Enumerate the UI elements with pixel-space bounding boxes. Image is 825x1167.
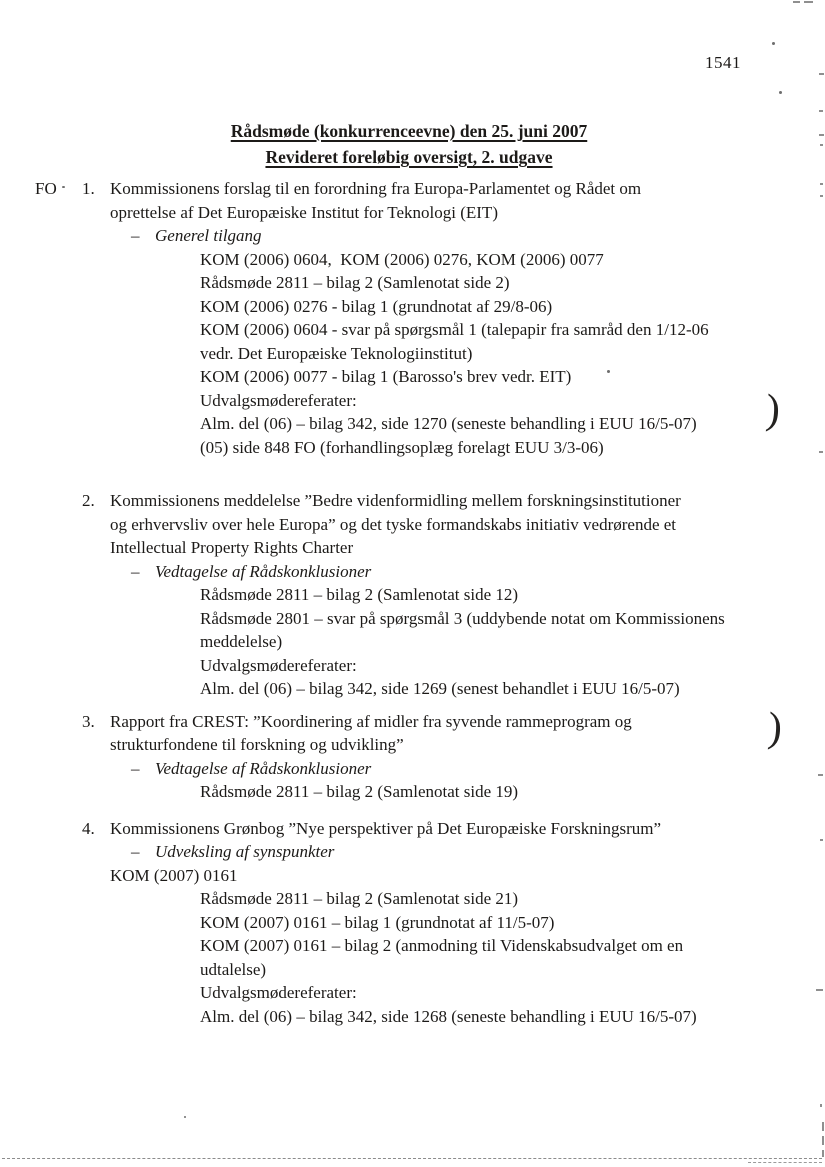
reference-line: udtalelse): [200, 959, 267, 979]
handwritten-paren-mark: ): [764, 386, 782, 434]
reference-line: Udvalgsmødereferater:: [200, 655, 357, 675]
reference-line: Alm. del (06) – bilag 342, side 1269 (senest behandlet i EUU 16/5-07): [200, 679, 680, 698]
procedure-dash: –: [131, 561, 140, 581]
agenda-item-4: [82, 817, 772, 1029]
scan-artifact: [772, 42, 775, 45]
procedure-line: [110, 840, 772, 864]
scan-artifact: [819, 451, 823, 453]
procedure-dash: –: [131, 758, 140, 778]
reference-line: KOM (2007) 0161 – bilag 2 (anmodning til Videnskabsudvalget om en: [200, 936, 684, 955]
reference-line: vedr. Det Europæiske Teknologiinstitut): [200, 343, 473, 363]
reference-line: Rådsmøde 2811 – bilag 2 (Samlenotat side 12): [200, 585, 519, 604]
item-title: Kommissionens meddelelse ”Bedre videnformidling mellem forskningsinstitutioner: [110, 491, 681, 510]
agenda-item-1: [82, 177, 772, 459]
scan-artifact: [779, 91, 782, 94]
item-title: og erhvervsliv over hele Europa” og det tyske formandskabs initiativ vedrørende et: [110, 514, 677, 534]
reference-line: Alm. del (06) – bilag 342, side 1270 (seneste behandling i EUU 16/5-07): [200, 414, 697, 433]
scan-artifact: [819, 134, 824, 136]
reference-line: meddelelse): [200, 632, 283, 651]
reference-block: [200, 248, 772, 460]
scan-artifact: [793, 1, 800, 3]
reference-line: KOM (2006) 0604, KOM (2006) 0276, KOM (2006) 0077: [200, 249, 604, 269]
scan-artifact: [822, 1136, 824, 1145]
scan-artifact: [820, 195, 823, 197]
item-title: oprettelse af Det Europæiske Institut for Teknologi (EIT): [110, 202, 498, 222]
scan-artifact: [607, 370, 610, 373]
procedure-label: Vedtagelse af Rådskonklusioner: [155, 561, 372, 581]
reference-line: Udvalgsmødereferater:: [200, 390, 357, 410]
reference-line: KOM (2006) 0604 - svar på spørgsmål 1 (talepapir fra samråd den 1/12-06: [200, 320, 709, 339]
handwritten-paren-mark: ): [766, 704, 784, 752]
reference-line: Rådsmøde 2801 – svar på spørgsmål 3 (uddybende notat om Kommissionens: [200, 608, 725, 628]
item-number: 1.: [82, 179, 95, 198]
procedure-label: Vedtagelse af Rådskonklusioner: [155, 758, 372, 778]
item-number: 3.: [82, 711, 95, 731]
scan-artifact: [816, 989, 823, 991]
scan-edge-line: [2, 1158, 822, 1159]
scan-artifact: [818, 774, 823, 776]
item-number: 4.: [82, 818, 95, 838]
margin-note-fo: FO: [35, 179, 57, 198]
reference-block: [200, 780, 772, 804]
scan-artifact: [822, 1150, 824, 1157]
procedure-dash: –: [131, 226, 140, 245]
procedure-label: Generel tilgang: [155, 226, 262, 245]
scan-artifact: [819, 110, 823, 112]
agenda-item-2: [82, 489, 772, 701]
reference-line: KOM (2006) 0077 - bilag 1 (Barosso's brev vedr. EIT): [200, 367, 572, 386]
reference-block: [200, 887, 772, 1028]
scan-artifact: [820, 1104, 822, 1107]
item-number: 2.: [82, 491, 95, 510]
kom-reference: KOM (2007) 0161: [110, 865, 238, 885]
scan-edge-line: [748, 1162, 822, 1163]
agenda-item-3: [82, 710, 772, 804]
title-line-1: Rådsmøde (konkurrenceevne) den 25. juni 2007: [230, 121, 588, 141]
reference-line: Rådsmøde 2811 – bilag 2 (Samlenotat side 21): [200, 889, 519, 908]
scan-artifact: [820, 183, 823, 185]
item-title: Kommissionens forslag til en forordning fra Europa-Parlamentet og Rådet om: [110, 179, 642, 198]
reference-line: (05) side 848 FO (forhandlingsoplæg forelagt EUU 3/3-06): [200, 437, 604, 457]
scan-artifact: [819, 73, 824, 75]
item-title: strukturfondene til forskning og udvikling”: [110, 735, 404, 754]
reference-line: Rådsmøde 2811 – bilag 2 (Samlenotat side 2): [200, 273, 510, 292]
title-line-2: Revideret foreløbig oversigt, 2. udgave: [265, 147, 553, 167]
procedure-line: [110, 224, 772, 248]
scan-artifact: [820, 839, 823, 841]
item-title: Kommissionens Grønbog ”Nye perspektiver på Det Europæiske Forskningsrum”: [110, 818, 661, 838]
procedure-line: [110, 757, 772, 781]
page-number: 1541: [705, 53, 741, 72]
reference-block: [200, 583, 772, 701]
scan-artifact: [62, 186, 65, 188]
item-title: Rapport fra CREST: ”Koordinering af midler fra syvende rammeprogram og: [110, 711, 632, 731]
procedure-line: [110, 560, 772, 584]
reference-line: Alm. del (06) – bilag 342, side 1268 (seneste behandling i EUU 16/5-07): [200, 1006, 697, 1026]
reference-line: KOM (2007) 0161 – bilag 1 (grundnotat af 11/5-07): [200, 912, 555, 932]
scan-artifact: [820, 144, 823, 146]
scan-artifact: [184, 1116, 186, 1118]
item-title: Intellectual Property Rights Charter: [110, 538, 354, 557]
reference-line: Rådsmøde 2811 – bilag 2 (Samlenotat side 19): [200, 782, 519, 801]
reference-line: KOM (2006) 0276 - bilag 1 (grundnotat af 29/8-06): [200, 296, 553, 316]
scan-artifact: [804, 1, 813, 3]
agenda-list: [82, 177, 772, 1028]
scan-artifact: [822, 1122, 824, 1131]
reference-line: Udvalgsmødereferater:: [200, 983, 357, 1002]
document-title: [0, 118, 818, 170]
procedure-label: Udveksling af synspunkter: [155, 842, 335, 861]
procedure-dash: –: [131, 842, 140, 861]
